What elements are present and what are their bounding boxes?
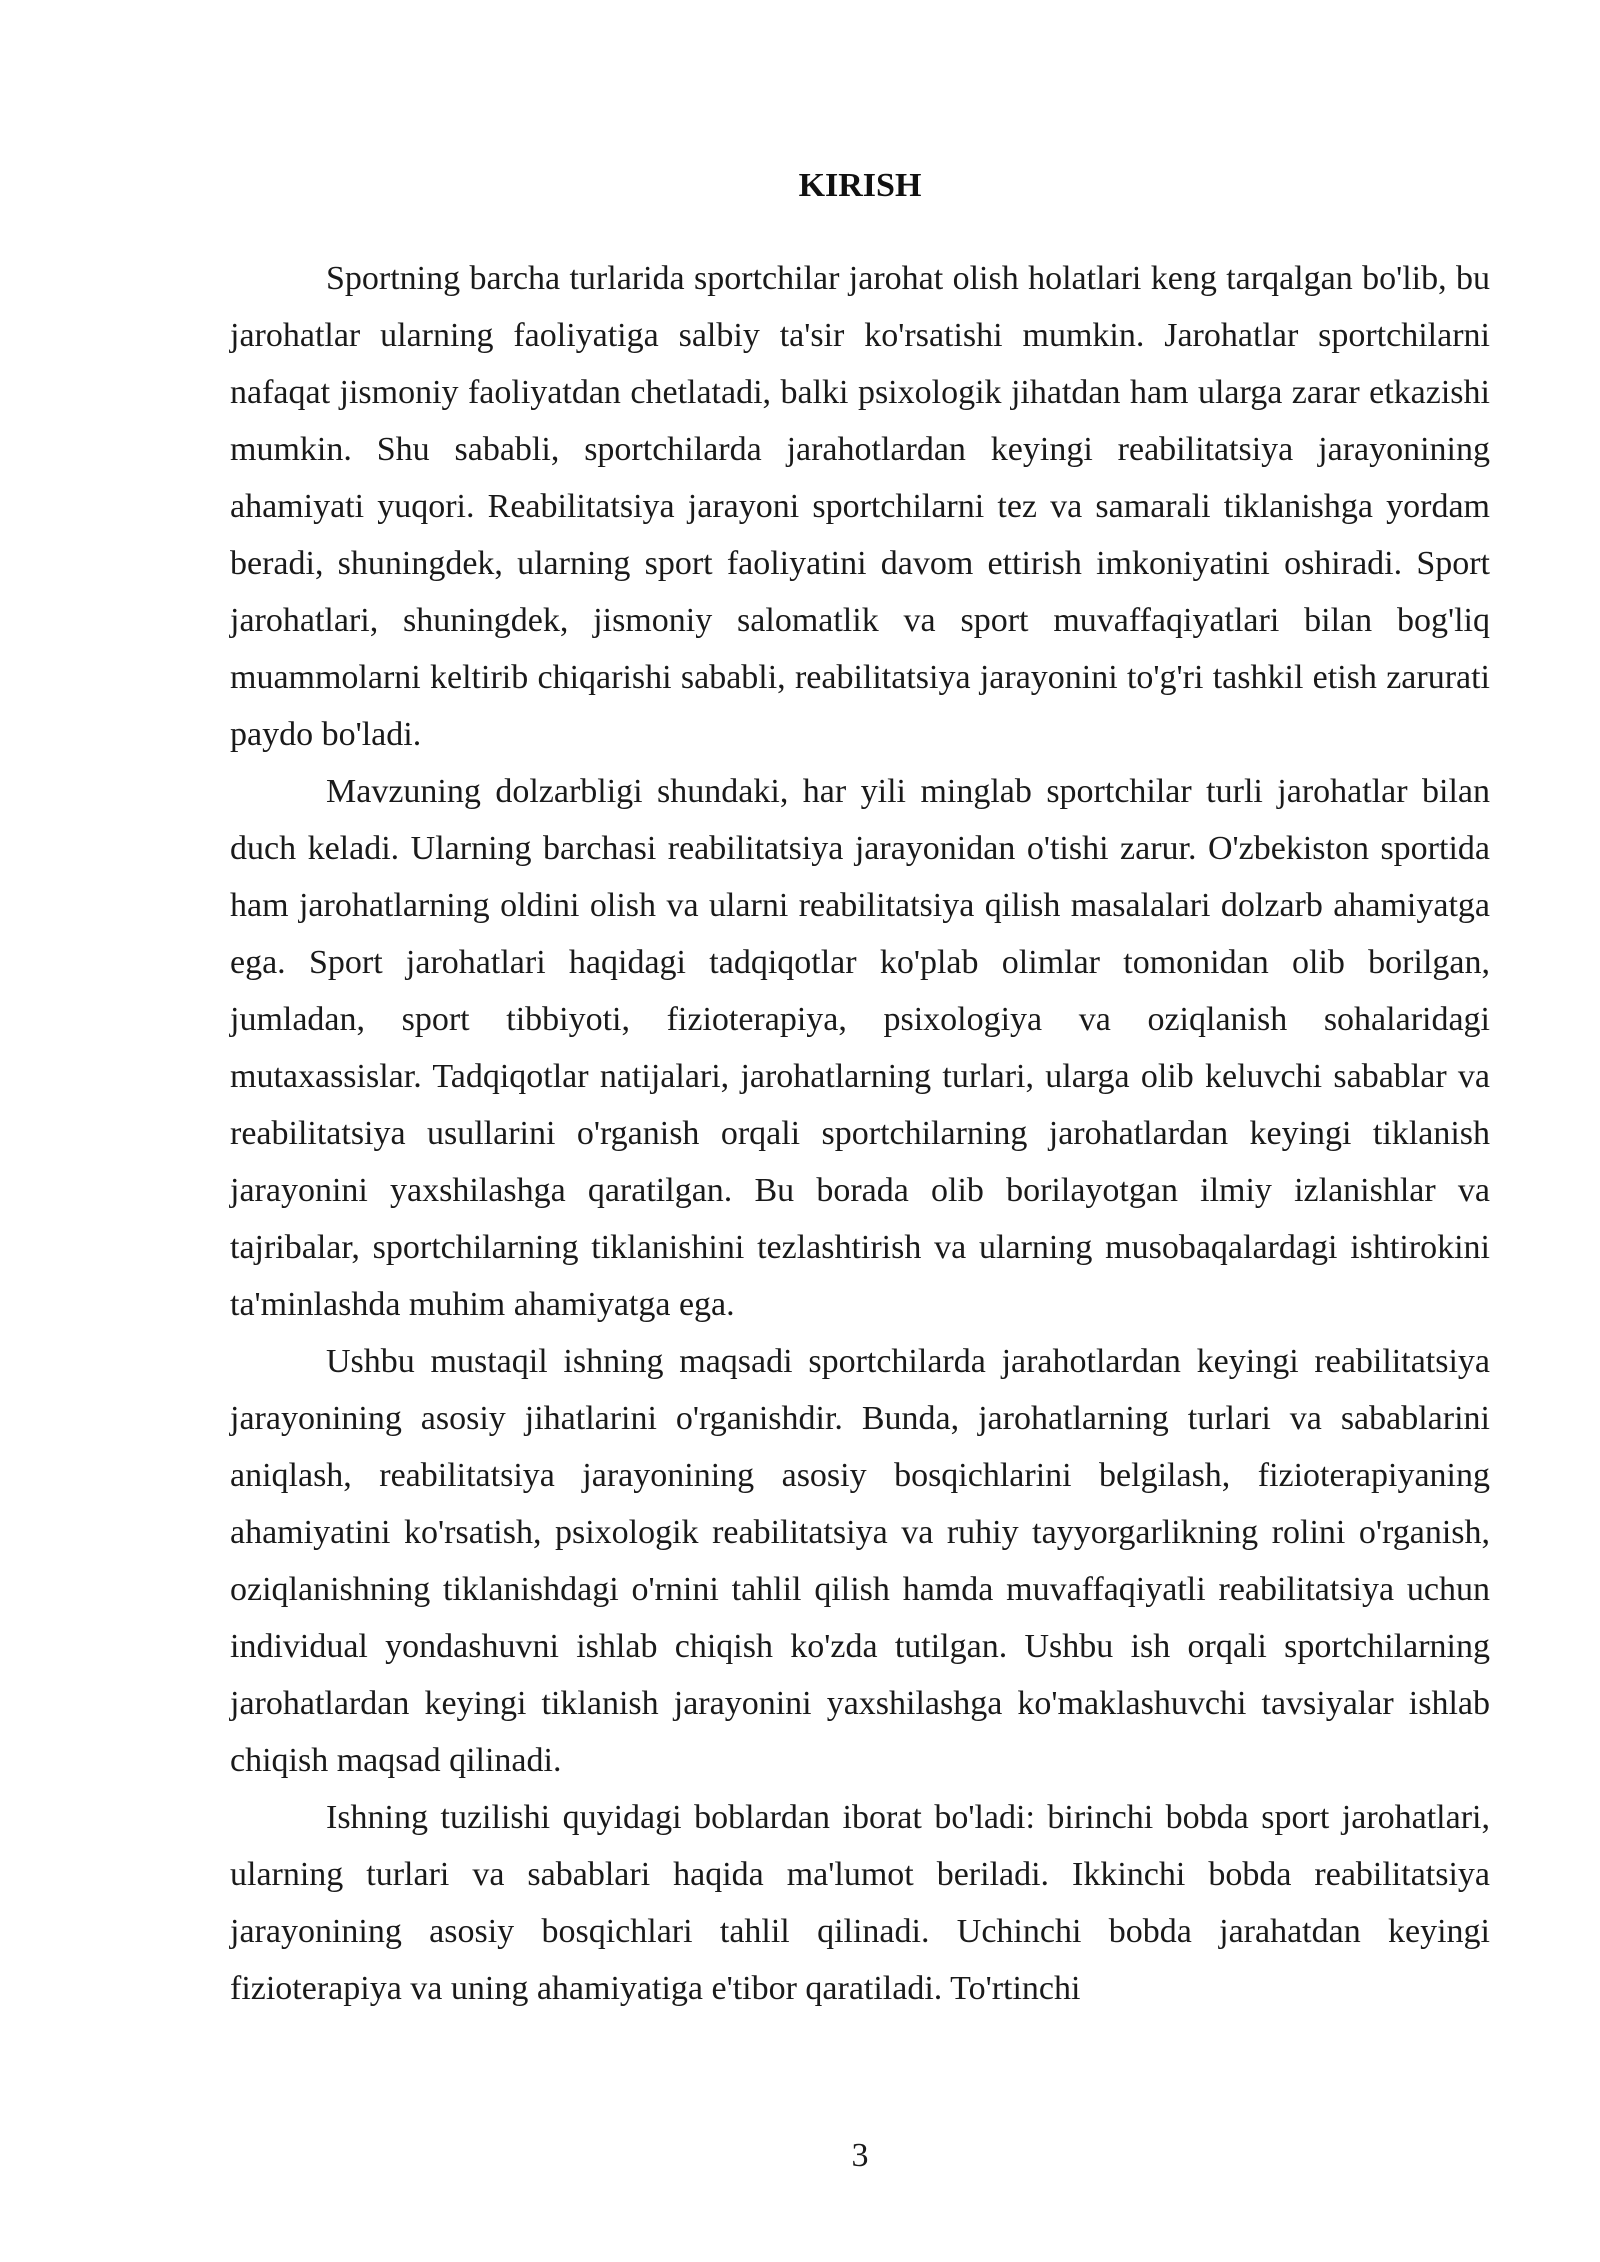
paragraph-3: Ushbu mustaqil ishning maqsadi sportchilarda jarahotlardan keyingi reabilitatsiya jarayonining asosiy jihatlarini o'rganishdir. Bunda, jarohatlarning turlari va sabablarini aniqlash, reabilitatsiya jarayonining asosiy bosqichlarini belgilash, fizioterapiyaning ahamiyatini ko'rsatish, psixologik reabilitatsiya va ruhiy tayyorgarlikning rolini o'rganish, oziqlanishning tiklanishdagi o'rnini tahlil qilish hamda muvaffaqiyatli reabilitatsiya uchun individual yondashuvni ishlab chiqish ko'zda tutilgan. Ushbu ish orqali sportchilarning jarohatlardan keyingi tiklanish jarayonini yaxshilashga ko'maklashuvchi tavsiyalar ishlab chiqish maqsad qilinadi. — [230, 1343, 1490, 1779]
paragraph-4: Ishning tuzilishi quyidagi boblardan iborat bo'ladi: birinchi bobda sport jarohatlari, ularning turlari va sabablari haqida ma'lumot beriladi. Ikkinchi bobda reabilitatsiya jarayonining asosiy bosqichlari tahlil qilinadi. Uchinchi bobda jarahatdan keyingi fizioterapiya va uning ahamiyatiga e'tibor qaratiladi. To'rtinchi — [230, 1799, 1490, 2007]
body-text — [230, 250, 1490, 2017]
page-number: 3 — [851, 2137, 869, 2174]
page-title: KIRISH — [798, 167, 922, 204]
paragraph-1: Sportning barcha turlarida sportchilar jarohat olish holatlari keng tarqalgan bo'lib, bu jarohatlar ularning faoliyatiga salbiy ta'sir ko'rsatishi mumkin. Jarohatlar sportchilarni nafaqat jismoniy faoliyatdan chetlatadi, balki psixologik jihatdan ham ularga zarar etkazishi mumkin. Shu sababli, sportchilarda jarahotlardan keyingi reabilitatsiya jarayonining ahamiyati yuqori. Reabilitatsiya jarayoni sportchilarni tez va samarali tiklanishga yordam beradi, shuningdek, ularning sport faoliyatini davom ettirish imkoniyatini oshiradi. Sport jarohatlari, shuningdek, jismoniy salomatlik va sport muvaffaqiyatlari bilan bog'liq muammolarni keltirib chiqarishi sababli, reabilitatsiya jarayonini to'g'ri tashkil etish zarurati paydo bo'ladi. — [230, 260, 1490, 753]
paragraph-2: Mavzuning dolzarbligi shundaki, har yili minglab sportchilar turli jarohatlar bilan duch keladi. Ularning barchasi reabilitatsiya jarayonidan o'tishi zarur. O'zbekiston sportida ham jarohatlarning oldini olish va ularni reabilitatsiya qilish masalalari dolzarb ahamiyatga ega. Sport jarohatlari haqidagi tadqiqotlar ko'plab olimlar tomonidan olib borilgan, jumladan, sport tibbiyoti, fizioterapiya, psixologiya va oziqlanish sohalaridagi mutaxassislar. Tadqiqotlar natijalari, jarohatlarning turlari, ularga olib keluvchi sabablar va reabilitatsiya usullarini o'rganish orqali sportchilarning jarohatlardan keyingi tiklanish jarayonini yaxshilashga qaratilgan. Bu borada olib borilayotgan ilmiy izlanishlar va tajribalar, sportchilarning tiklanishini tezlashtirish va ularning musobaqalardagi ishtirokini ta'minlashda muhim ahamiyatga ega. — [230, 773, 1490, 1323]
